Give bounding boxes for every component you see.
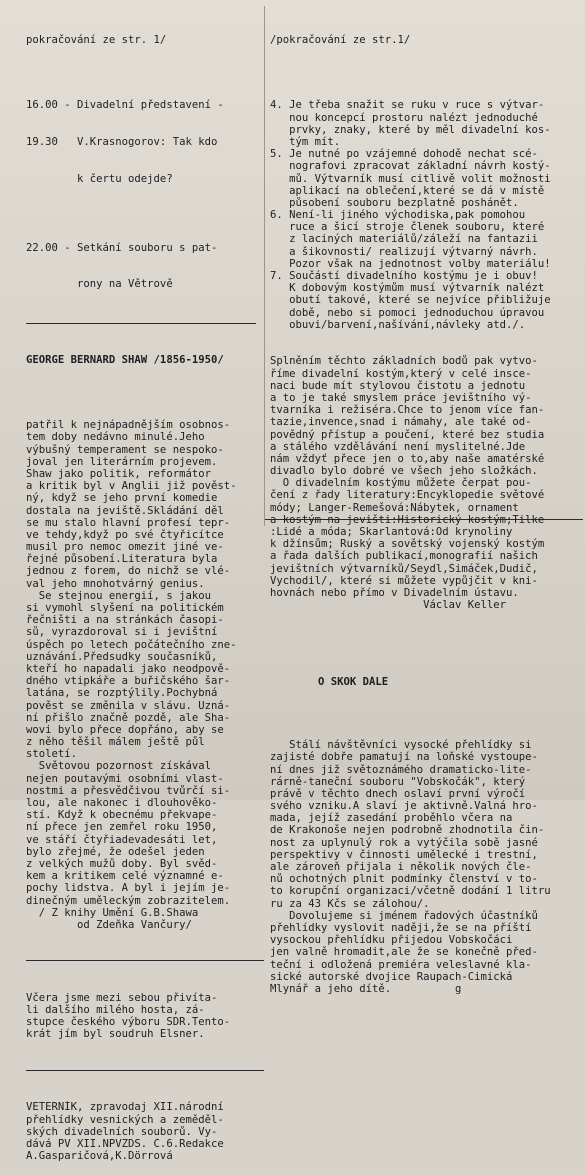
text-line: lou, ale nakonec i dlouhověko- [26, 797, 218, 809]
text-line: de Krakonoše nejen podrobně zhodnotila čin- [270, 824, 545, 837]
text-line: ve tehdy,když po své čtyřicítce [26, 528, 224, 541]
text-line: nostmi a přesvědčivou tvůrčí si- [26, 784, 231, 797]
text-line: a řada dalších publikací,monografií našich [270, 550, 538, 563]
text-line: řejné působení.Literatura byla [26, 553, 218, 566]
text-line: li dalšího milého hosta, zá- [26, 1004, 205, 1017]
list-line: Pozor však na jednotnost volby materiálu! [270, 257, 551, 270]
text-line: stí. Když k obecnému překvape- [26, 809, 218, 822]
text-line: tazie,invence,snad i námahy, ale také od- [270, 416, 532, 429]
text-line: divadlo bylo dobré ve všech jeho složkách. [270, 465, 538, 478]
text-line: jen valně hromadit,ale že se konečně před- [270, 946, 538, 959]
article-body [270, 355, 582, 611]
welcome-note [26, 992, 264, 1041]
text-line: říme divadelní kostým,který v celé insce- [270, 367, 532, 380]
text-line: dostala na jeviště.Skládání děl [26, 504, 224, 517]
left-column [26, 10, 264, 1175]
list-line: působení souboru bezplatně poshánět. [270, 196, 519, 209]
text-line: dného vtipkáře a buřičského šar- [26, 675, 231, 688]
text-line: čení z řady literatury:Encyklopedie světové [270, 489, 545, 502]
text-line: perspektivy v činnosti umělecké i trestní, [270, 848, 538, 861]
text-line: kteří ho napadali jako neodpově- [26, 662, 231, 675]
text-line: svého vzniku.A slaví je aktivně.Valná hro- [270, 800, 538, 813]
list-line: nou koncepcí prostoru nalézt jednoduché [270, 111, 538, 124]
left-header: pokračování ze str. 1/ [26, 34, 167, 47]
list-line: 7. Součástí divadelního kostýmu je i obuv! [270, 270, 538, 283]
text-line: musil pro nemoc omezit jiné ve- [26, 541, 224, 554]
list-line: aplikací na oblečení,které se dá v místě [270, 184, 545, 197]
shaw-article [26, 419, 264, 931]
text-line: sické autorské dvojice Raupach-Cimická [270, 970, 513, 983]
text-line: val jeho mnohotvárný genius. [26, 577, 205, 590]
text-line: právě v těchto dnech oslaví první výročí [270, 787, 526, 800]
text-line: wovi bylo přece dopřáno, aby se [26, 723, 224, 736]
text-line: O divadelním kostýmu můžete čerpat pou- [270, 477, 532, 490]
list-line: nografovi zpracovat základní návrh kostý- [270, 160, 551, 173]
text-line: Vychodil/, které si můžete vypůjčit v kni- [270, 574, 538, 587]
list-line: 5. Je nutné po vzájemné dohodě nechat scé- [270, 148, 538, 161]
text-line: ní přišlo značně pozdě, ale Sha- [26, 711, 231, 724]
text-line: módy; Langer-Remešová:Nábytek, ornament [270, 501, 519, 514]
text-line: jednou z forem, do nichž se vlé- [26, 565, 231, 578]
list-line: obuvi/barvení,našívání,návleky atd./. [270, 318, 526, 331]
text-line: vysockou přehlídku přijedou Vobskočáci [270, 934, 513, 947]
text-line: z něho těšil málem ještě půl [26, 736, 205, 749]
text-line: stupce českého výboru SDR.Tento- [26, 1016, 231, 1029]
program-line: 22.00 - Setkání souboru s pat- [26, 241, 218, 254]
list-line: prvky, znaky, které by měl divadelní kos- [270, 123, 551, 136]
list-line: době, nebo si pomoci jednoduchou úpravou [270, 306, 545, 319]
text-line: kem a kritikem celé významné e- [26, 870, 224, 883]
text-line: Mlynář a jeho dítě. g [270, 982, 462, 995]
text-line: patřil k nejnápadnějším osobnos- [26, 419, 231, 432]
text-line: výbušný temperament se nespoko- [26, 443, 224, 456]
text-line: a kritik byl v Anglii již pověst- [26, 480, 237, 493]
program-line: k čertu odejde? [26, 172, 173, 185]
column-divider [264, 6, 265, 526]
list-line: z laciných materiálů/záleží na fantazii [270, 233, 538, 246]
text-line: Dovolujeme si jménem řadových účastníků [270, 909, 538, 922]
text-line: Stálí návštěvníci vysocké přehlídky si [270, 739, 532, 752]
text-line: :Lidé a móda; Skarlantová:Od krynoliny [270, 526, 513, 538]
text-line: Shaw jako politik, reformátor [26, 467, 211, 480]
text-line: nám vždyť přece jen o to,aby naše amatérské [270, 452, 545, 465]
text-line: pochy lidstva. A byl i jejím je- [26, 882, 231, 895]
text-line: jevištních výtvarníků/Seydl,Šimáček,Dudič, [270, 562, 538, 575]
text-line: řečništi a na stránkách časopi- [26, 614, 224, 627]
colophon [26, 1101, 264, 1162]
list-line: K dobovým kostýmům musí výtvarník nalézt [270, 282, 545, 295]
text-line: přehlídky vesnických a zeměděl- [26, 1113, 224, 1126]
text-line: Se stejnou energií, s jakou [26, 589, 211, 602]
shaw-title: GEORGE BERNARD SHAW /1856-1950/ [26, 354, 224, 367]
text-line: ale zároveň přijala i několik nových čle- [270, 861, 532, 873]
program-line: 19.30 V.Krasnogorov: Tak kdo [26, 136, 218, 148]
right-header: /pokračování ze str.1/ [270, 34, 411, 47]
text-line: nů ochotných plnit podmínky členství v to- [270, 873, 538, 886]
list-line: tým mít. [270, 135, 341, 148]
text-line: sů, vyrazdoroval si i jevištní [26, 626, 218, 639]
divider [26, 1070, 264, 1071]
text-line: ve stáří čtyřiadevadesáti let, [26, 833, 218, 846]
text-line: přehlídky vyslovit naději,že se na příští [270, 921, 532, 934]
text-line: Splněním těchto základních bodů pak vytvo- [270, 355, 538, 368]
list-line: mů. Výtvarník musí citlivě volit možnosti [270, 172, 551, 185]
text-line: k džínsům; Ruský a sovětský vojenský kostým [270, 538, 545, 551]
text-line: ný, když se jeho první komedie [26, 492, 218, 505]
text-line: si vymohl slyšení na politickém [26, 602, 224, 614]
list-line: a šikovnosti/ realizují výtvarný návrh. [270, 245, 538, 258]
text-line: od Zdeňka Vančury/ [26, 918, 192, 931]
text-line: uznávání.Předsudky současníků, [26, 650, 218, 663]
text-line: zajisté dobře pamatují na loňské vystoupe- [270, 751, 538, 764]
list-line: ruce a šicí stroje členek souboru, které [270, 221, 545, 234]
text-line: století. [26, 748, 78, 761]
text-line: ských divadelních souborů. Vy- [26, 1125, 218, 1138]
divider [26, 960, 264, 961]
text-line: rárně-taneční souboru "Vobskočák", který [270, 775, 526, 788]
text-line: Včera jsme mezi sebou přivíta- [26, 991, 218, 1004]
text-line: ru za 43 Kčs se zálohou/. [270, 897, 430, 910]
text-line: teční i odložená premiéra veleslavné kla- [270, 958, 532, 971]
text-line: a stálého vzdělávání není myslitelné.Jde [270, 440, 526, 453]
text-line: úspěch po letech počátečního zne- [26, 638, 237, 651]
text-line: ní dnes již světoznámého dramaticko-lite- [270, 763, 532, 776]
text-line: a to je také smyslem práce jevištního vý- [270, 391, 532, 404]
text-line: dává PV XII.NPVZDS. Č.6.Redakce [26, 1138, 224, 1150]
skok-title: O SKOK DÁLE [318, 676, 389, 689]
text-line: nejen poutavými osobními vlast- [26, 772, 224, 785]
skok-article [270, 739, 582, 995]
text-line: tem doby nedávno minulé.Jeho [26, 431, 205, 444]
text-line: bylo zřejmé, že odešel jeden [26, 845, 205, 858]
text-line: hovnách nebo přímo v Divadelním ústavu. [270, 586, 519, 599]
list-line: 4. Je třeba snažit se ruku v ruce s výtvar- [270, 99, 545, 112]
text-line: a kostým na jevišti:Historický kostým;Tilke [270, 513, 545, 526]
text-line: / Z knihy Umění G.B.Shawa [26, 906, 199, 919]
text-line: joval jen literárním projevem. [26, 455, 218, 468]
text-line: Světovou pozornost získával [26, 760, 211, 773]
text-line: nost za uplynulý rok a vytýčila sobě jasné [270, 836, 538, 849]
list-line: obutí takové, které se nejvíce přibližuje [270, 294, 551, 307]
text-line: Václav Keller [270, 599, 506, 612]
text-line: A.Gasparičová,K.Dörrová [26, 1150, 173, 1163]
text-line: latána, se rozptýlily.Pochybná [26, 687, 218, 700]
text-line: dinečným uměleckým zobrazitelem. [26, 894, 231, 907]
text-line: pověst se změnila v slávu. Uzná- [26, 699, 231, 712]
text-line: mada, jejíž zasedání proběhlo včera na [270, 812, 513, 825]
program-line: rony na Větrově [26, 278, 173, 291]
text-line: tvarníka i režiséra.Chce to jenom více fan- [270, 404, 545, 417]
program-line: 16.00 - Divadelní představení - [26, 99, 224, 112]
numbered-list [270, 99, 582, 331]
text-line: z velkých mužů doby. Byl svěd- [26, 857, 218, 870]
text-line: krát jím byl soudruh Elsner. [26, 1028, 205, 1041]
text-line: se mu stalo hlavní profesí tepr- [26, 516, 231, 529]
divider [26, 323, 256, 324]
list-line: 6. Není-li jiného východiska,pak pomohou [270, 209, 526, 222]
right-column [270, 10, 582, 1007]
text-line: ní přece jen zemřel roku 1950, [26, 821, 218, 834]
text-line: naci bude mít stylovou čistotu a jednotu [270, 379, 526, 392]
text-line: to korupční organizaci/včetně dodání 1 litru [270, 885, 551, 898]
text-line: povědný přístup a poučení, které bez studia [270, 428, 545, 441]
text-line: VETERNÍK, zpravodaj XII.národní [26, 1101, 224, 1114]
